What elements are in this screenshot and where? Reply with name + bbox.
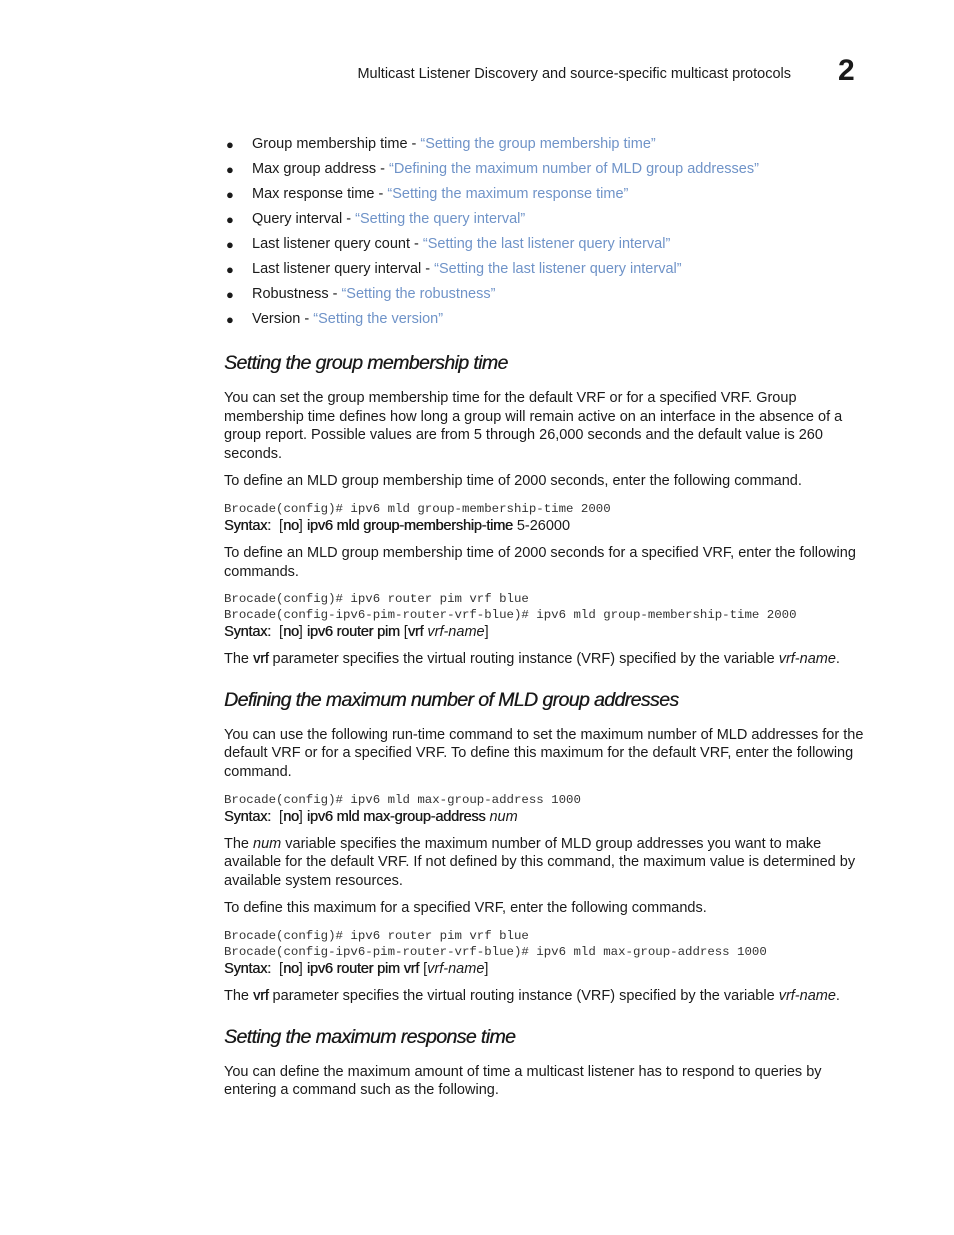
chapter-title: Multicast Listener Discovery and source-specific multicast protocols bbox=[357, 66, 791, 82]
code-example: Brocade(config-ipv6-pim-router-vrf-blue)# ipv6 mld group-membership-time 2000 bbox=[224, 608, 797, 623]
list-item-separator: - bbox=[328, 286, 342, 302]
syntax-label: Syntax: bbox=[224, 808, 271, 825]
list-item bbox=[224, 307, 870, 332]
page-header bbox=[0, 54, 954, 92]
syntax-keyword: vrf bbox=[407, 624, 424, 641]
syntax-bracket: [ bbox=[279, 517, 284, 534]
list-item-label: Version bbox=[252, 311, 301, 327]
list-item-separator: - bbox=[407, 136, 421, 152]
syntax-bracket: ] bbox=[298, 808, 303, 825]
syntax-bracket: ] bbox=[298, 624, 303, 641]
bullet-icon: ● bbox=[226, 237, 234, 252]
code-example: Brocade(config)# ipv6 mld max-group-address 1000 bbox=[224, 792, 581, 807]
text-variable: num bbox=[253, 835, 282, 852]
paragraph bbox=[224, 987, 870, 1006]
code-example: Brocade(config)# ipv6 router pim vrf blue bbox=[224, 592, 529, 607]
list-item-separator: - bbox=[300, 311, 314, 327]
text-variable: vrf-name bbox=[778, 651, 836, 668]
syntax-argument: 5-26000 bbox=[516, 517, 571, 534]
cross-reference-link[interactable]: “Setting the robustness” bbox=[341, 286, 496, 302]
list-item bbox=[224, 232, 870, 257]
text-run: The bbox=[224, 987, 254, 1004]
text-run: . bbox=[835, 651, 840, 668]
bullet-icon: ● bbox=[226, 137, 234, 152]
section-heading: Setting the group membership time bbox=[224, 352, 508, 374]
cross-reference-link[interactable]: “Setting the maximum response time” bbox=[387, 186, 629, 202]
syntax-keyword: no bbox=[283, 960, 299, 977]
list-item bbox=[224, 282, 870, 307]
code-example: Brocade(config)# ipv6 mld group-membership-time 2000 bbox=[224, 501, 611, 516]
cross-reference-link[interactable]: “Setting the last listener query interval” bbox=[422, 236, 671, 252]
paragraph: To define an MLD group membership time of 2000 seconds for a specified VRF, enter the following commands. bbox=[224, 544, 856, 580]
list-item-label: Query interval bbox=[252, 211, 343, 227]
syntax-command: ipv6 mld group-membership-time bbox=[306, 517, 513, 534]
list-item-label: Group membership time bbox=[252, 136, 408, 152]
section-heading: Defining the maximum number of MLD group addresses bbox=[224, 688, 679, 711]
list-item-separator: - bbox=[374, 186, 388, 202]
text-variable: vrf-name bbox=[778, 987, 836, 1004]
list-item bbox=[224, 207, 870, 232]
syntax-keyword: no bbox=[283, 624, 299, 641]
paragraph: To define an MLD group membership time of 2000 seconds, enter the following command. bbox=[224, 473, 802, 490]
list-item bbox=[224, 182, 870, 207]
list-item bbox=[224, 257, 870, 282]
syntax-bracket: ] bbox=[484, 624, 489, 641]
list-item-separator: - bbox=[342, 211, 356, 227]
page-content bbox=[224, 132, 870, 1109]
syntax-line bbox=[224, 623, 870, 641]
syntax-variable: vrf-name bbox=[427, 624, 485, 641]
paragraph bbox=[224, 650, 870, 669]
paragraph: You can define the maximum amount of time a multicast listener has to respond to queries by entering a command such as the following. bbox=[224, 1063, 822, 1099]
code-example: Brocade(config-ipv6-pim-router-vrf-blue)# ipv6 mld max-group-address 1000 bbox=[224, 944, 767, 959]
cross-reference-link[interactable]: “Defining the maximum number of MLD group addresses” bbox=[389, 161, 759, 177]
list-item-separator: - bbox=[421, 261, 435, 277]
syntax-bracket: ] bbox=[298, 517, 303, 534]
bullet-icon: ● bbox=[226, 287, 234, 302]
cross-reference-link[interactable]: “Setting the last listener query interval” bbox=[434, 261, 682, 277]
syntax-bracket: [ bbox=[279, 960, 284, 977]
syntax-bracket: [ bbox=[403, 624, 408, 641]
syntax-line bbox=[224, 808, 870, 826]
list-item bbox=[224, 157, 870, 182]
text-run: The bbox=[224, 651, 254, 668]
paragraph: To define this maximum for a specified VRF, enter the following commands. bbox=[224, 900, 707, 917]
text-keyword: vrf bbox=[253, 651, 269, 668]
syntax-command: ipv6 mld max-group-address bbox=[306, 808, 486, 825]
syntax-label: Syntax: bbox=[224, 517, 271, 534]
syntax-bracket: ] bbox=[298, 960, 303, 977]
syntax-bracket: [ bbox=[279, 808, 284, 825]
paragraph bbox=[224, 835, 870, 891]
text-run: parameter specifies the virtual routing instance (VRF) specified by the variable bbox=[268, 651, 779, 668]
list-item-separator: - bbox=[376, 161, 390, 177]
chapter-number: 2 bbox=[838, 54, 855, 87]
bullet-icon: ● bbox=[226, 187, 234, 202]
text-run: variable specifies the maximum number of MLD group addresses you want to make available for the default VRF. If not defined by this command, the maximum value is determined by available system resources. bbox=[224, 835, 856, 889]
cross-reference-link[interactable]: “Setting the group membership time” bbox=[420, 136, 656, 152]
paragraph: You can set the group membership time for the default VRF or for a specified VRF. Group membership time defines how long a group will remain active on an interface in the absence of a group report. Possible values are from 5 through 26,000 seconds and the default value is 260 seconds. bbox=[224, 390, 843, 462]
paragraph: You can use the following run-time command to set the maximum number of MLD addresses for the default VRF or for a specified VRF. To define this maximum for the default VRF, enter the following command. bbox=[224, 726, 864, 780]
syntax-command: ipv6 router pim vrf bbox=[306, 960, 420, 977]
syntax-command: ipv6 router pim bbox=[306, 624, 400, 641]
code-example: Brocade(config)# ipv6 router pim vrf blue bbox=[224, 928, 529, 943]
syntax-bracket: [ bbox=[423, 960, 428, 977]
list-item-label: Last listener query interval bbox=[252, 261, 422, 277]
syntax-keyword: no bbox=[283, 808, 299, 825]
bullet-icon: ● bbox=[226, 162, 234, 177]
bullet-icon: ● bbox=[226, 262, 234, 277]
text-run: . bbox=[835, 987, 840, 1004]
list-item-separator: - bbox=[409, 236, 423, 252]
list-item-label: Last listener query count bbox=[252, 236, 410, 252]
syntax-line bbox=[224, 517, 870, 535]
syntax-variable: vrf-name bbox=[427, 960, 485, 977]
cross-reference-link[interactable]: “Setting the version” bbox=[313, 311, 444, 327]
parameter-list bbox=[224, 132, 870, 332]
syntax-keyword: no bbox=[283, 517, 299, 534]
syntax-label: Syntax: bbox=[224, 960, 271, 977]
text-run: parameter specifies the virtual routing instance (VRF) specified by the variable bbox=[268, 987, 779, 1004]
syntax-bracket: ] bbox=[484, 960, 489, 977]
text-keyword: vrf bbox=[253, 987, 269, 1004]
cross-reference-link[interactable]: “Setting the query interval” bbox=[355, 211, 526, 227]
bullet-icon: ● bbox=[226, 312, 234, 327]
text-run: The bbox=[224, 835, 254, 852]
syntax-line bbox=[224, 960, 870, 978]
list-item-label: Max group address bbox=[252, 161, 377, 177]
syntax-bracket: [ bbox=[279, 624, 284, 641]
bullet-icon: ● bbox=[226, 212, 234, 227]
list-item-label: Robustness bbox=[252, 286, 329, 302]
list-item-label: Max response time bbox=[252, 186, 375, 202]
syntax-label: Syntax: bbox=[224, 624, 271, 641]
syntax-variable: num bbox=[489, 808, 518, 825]
list-item bbox=[224, 132, 870, 157]
section-heading: Setting the maximum response time bbox=[224, 1025, 516, 1048]
